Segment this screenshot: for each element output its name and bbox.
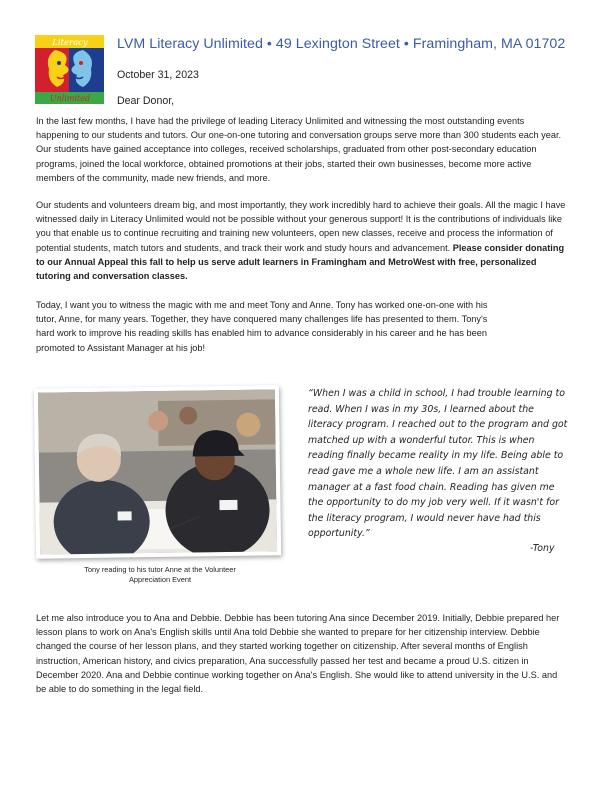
body-paragraph-2 xyxy=(36,198,566,283)
photo-caption: Tony reading to his tutor Anne at the Volunteer Appreciation Event xyxy=(84,565,236,584)
logo-top-text: Literacy xyxy=(52,38,88,48)
body-paragraph-3: Today, I want you to witness the magic with me and meet Tony and Anne. Tony has worked one-on-one with his tutor, Anne, for many years. Together, they have conquered many challenges life has presented to them. Tony's hard work to improve his reading skills has enabled him to advance considerably in his career and he has been promoted to Assistant Manager at his job! xyxy=(36,300,488,353)
body-paragraph-4: Let me also introduce you to Ana and Debbie. Debbie has been tutoring Ana since December 2019. Initially, Debbie prepared her lesson plans to work on Ana's English skills until Ana told Debbie she wanted to prepare for her citizenship interview. Debbie changed the course of her lesson plans, and they started working together on citizenship. After several months of English instruction, American history, and civics preparation, Ana successfully passed her test and became a proud U.S. citizen in December 2020. Ana and Debbie continue working together on Ana's English. She would like to attend university in the U.S. and be able to do something in the legal field. xyxy=(36,613,560,695)
logo-bottom-text: Unlimited xyxy=(49,94,91,103)
organization-logo xyxy=(35,35,104,104)
letter-date: October 31, 2023 xyxy=(117,69,199,81)
organization-address-line: LVM Literacy Unlimited • 49 Lexington Street • Framingham, MA 01702 xyxy=(117,36,566,52)
body-paragraph-2-text: Our students and volunteers dream big, and most importantly, they work incredibly hard to achieve their goals. All the magic I have witnessed daily in Literacy Unlimited would not be possible without your generous support! It is the contributions of individuals like you that enable us to continue recruiting and training new volunteers, open new classes, receive and process the information of potential students, match tutors and students, and track their work and study hours and advancement. xyxy=(36,200,566,253)
body-paragraph-1: In the last few months, I have had the privilege of leading Literacy Unlimited and witnessing the most outstanding events happening to our students and tutors. Our one-on-one tutoring and conversation groups serve more than 300 students each year. Our students have gained acceptance into colleges, received scholarships, graduated from other post-secondary education programs, joined the local workforce, obtained promotions at their jobs, started their own businesses, become more active members of the community, made new friends, and more. xyxy=(36,116,562,183)
photo-tony-and-anne xyxy=(34,385,281,558)
quote-attribution: -Tony xyxy=(530,543,555,554)
salutation: Dear Donor, xyxy=(117,95,175,107)
donation-appeal: Please consider donating to our Annual Appeal this fall to help us serve adult learners in Framingham and MetroWest with free, personalized tutoring and conversation classes. xyxy=(36,242,565,282)
tony-quote: “When I was a child in school, I had trouble learning to read. When I was in my 30s, I learned about the literacy program. I reached out to the program and got matched up with a wonderful tutor. This is when reading finally became reality in my life. Being able to read gave me a whole new life. I am an assistant manager at a fast food chain. Reading has given me the opportunity to do my job very well. If it wasn't for the literacy program, I would never have had this opportunity.” xyxy=(308,388,568,540)
